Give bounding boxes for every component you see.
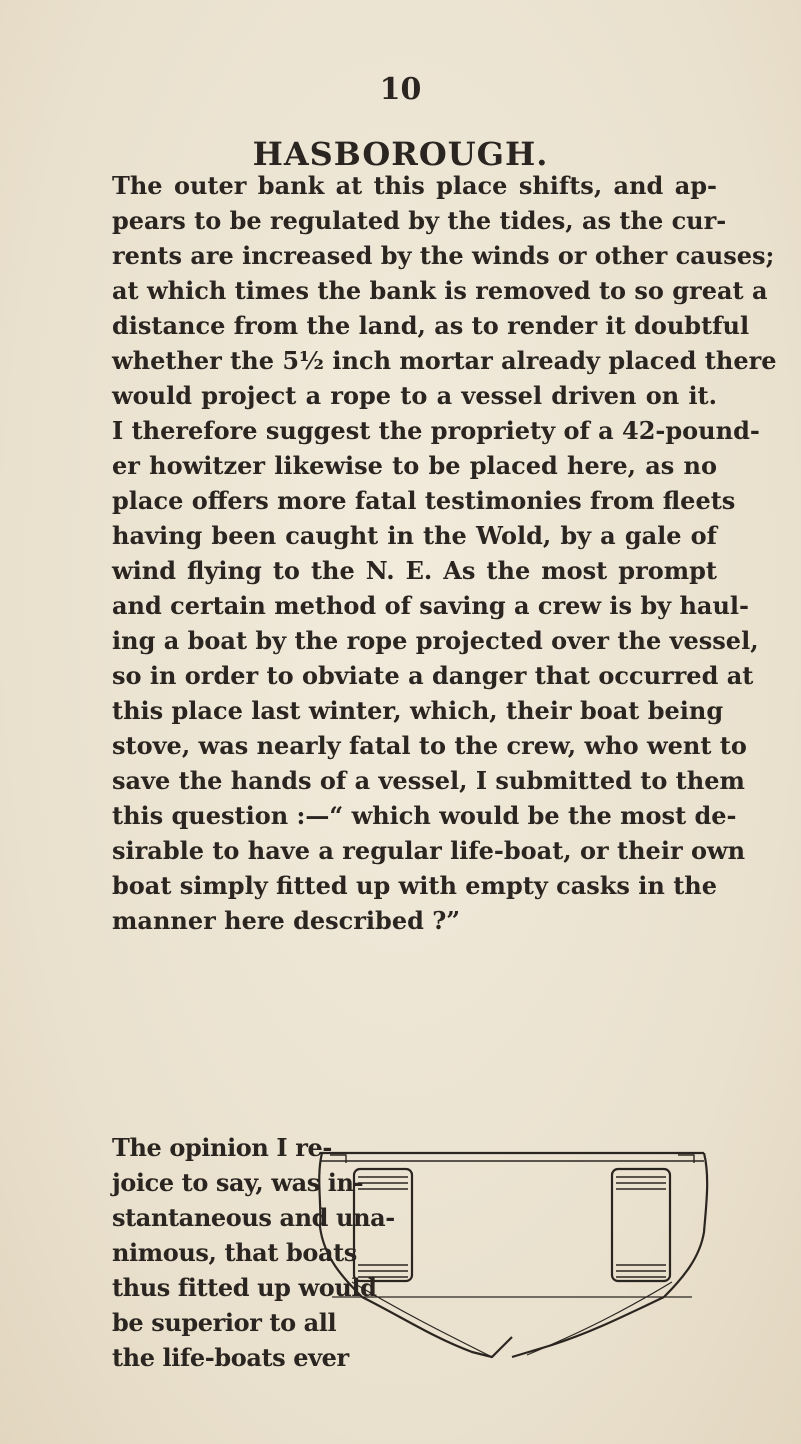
text-line: thus fitted up would (112, 1273, 377, 1302)
text-line: at which times the bank is removed to so great a (112, 276, 768, 305)
text-line: manner here described ?” (112, 906, 461, 935)
hull-left-side (319, 1153, 362, 1297)
page-number: 10 (379, 72, 422, 107)
text-line: and certain method of saving a crew is by haul- (112, 591, 750, 620)
text-line: be superior to all (112, 1308, 337, 1337)
text-line: rents are increased by the winds or other causes; (112, 241, 775, 270)
body-paragraph (112, 168, 777, 938)
boat-cross-section-illustration (312, 1147, 712, 1377)
chapter-title: HASBOROUGH. (252, 135, 549, 173)
right-cask (612, 1169, 670, 1281)
text-line: would project a rope to a vessel driven on it. (112, 381, 717, 410)
text-line: stantaneous and una- (112, 1203, 395, 1232)
text-line: I therefore suggest the propriety of a 42-pound- (112, 416, 760, 445)
text-line: save the hands of a vessel, I submitted to them (112, 766, 745, 795)
text-line: sirable to have a regular life-boat, or their own (112, 836, 746, 865)
text-line: ing a boat by the rope projected over the vessel, (112, 626, 759, 655)
text-line: The outer bank at this place shifts, and ap- (112, 171, 717, 200)
text-line: wind flying to the N. E. As the most prompt (112, 556, 717, 585)
boat-cask-diagram (312, 1147, 712, 1377)
text-line: stove, was nearly fatal to the crew, who went to (112, 731, 747, 760)
text-line: whether the 5½ inch mortar already placed there (112, 346, 777, 375)
text-line: The opinion I re- (112, 1133, 332, 1162)
text-line: nimous, that boats (112, 1238, 357, 1267)
left-cask (354, 1169, 412, 1281)
text-line: so in order to obviate a danger that occurred at (112, 661, 754, 690)
text-line: er howitzer likewise to be placed here, as no (112, 451, 717, 480)
text-line: pears to be regulated by the tides, as the cur- (112, 206, 727, 235)
text-line: distance from the land, as to render it doubtful (112, 311, 750, 340)
text-line: having been caught in the Wold, by a gale of (112, 521, 717, 550)
wrapped-paragraph (112, 1130, 395, 1375)
text-line: joice to say, was in- (112, 1168, 364, 1197)
text-line: boat simply fitted up with empty casks in the (112, 871, 718, 900)
text-line: place offers more fatal testimonies from fleets (112, 486, 736, 515)
text-line: the life-boats ever (112, 1343, 349, 1372)
text-line: this question :—“ which would be the most de- (112, 801, 737, 830)
hull-bottom-right (512, 1297, 664, 1357)
hull-bottom-left (362, 1297, 512, 1357)
text-line: this place last winter, which, their boat being (112, 696, 724, 725)
